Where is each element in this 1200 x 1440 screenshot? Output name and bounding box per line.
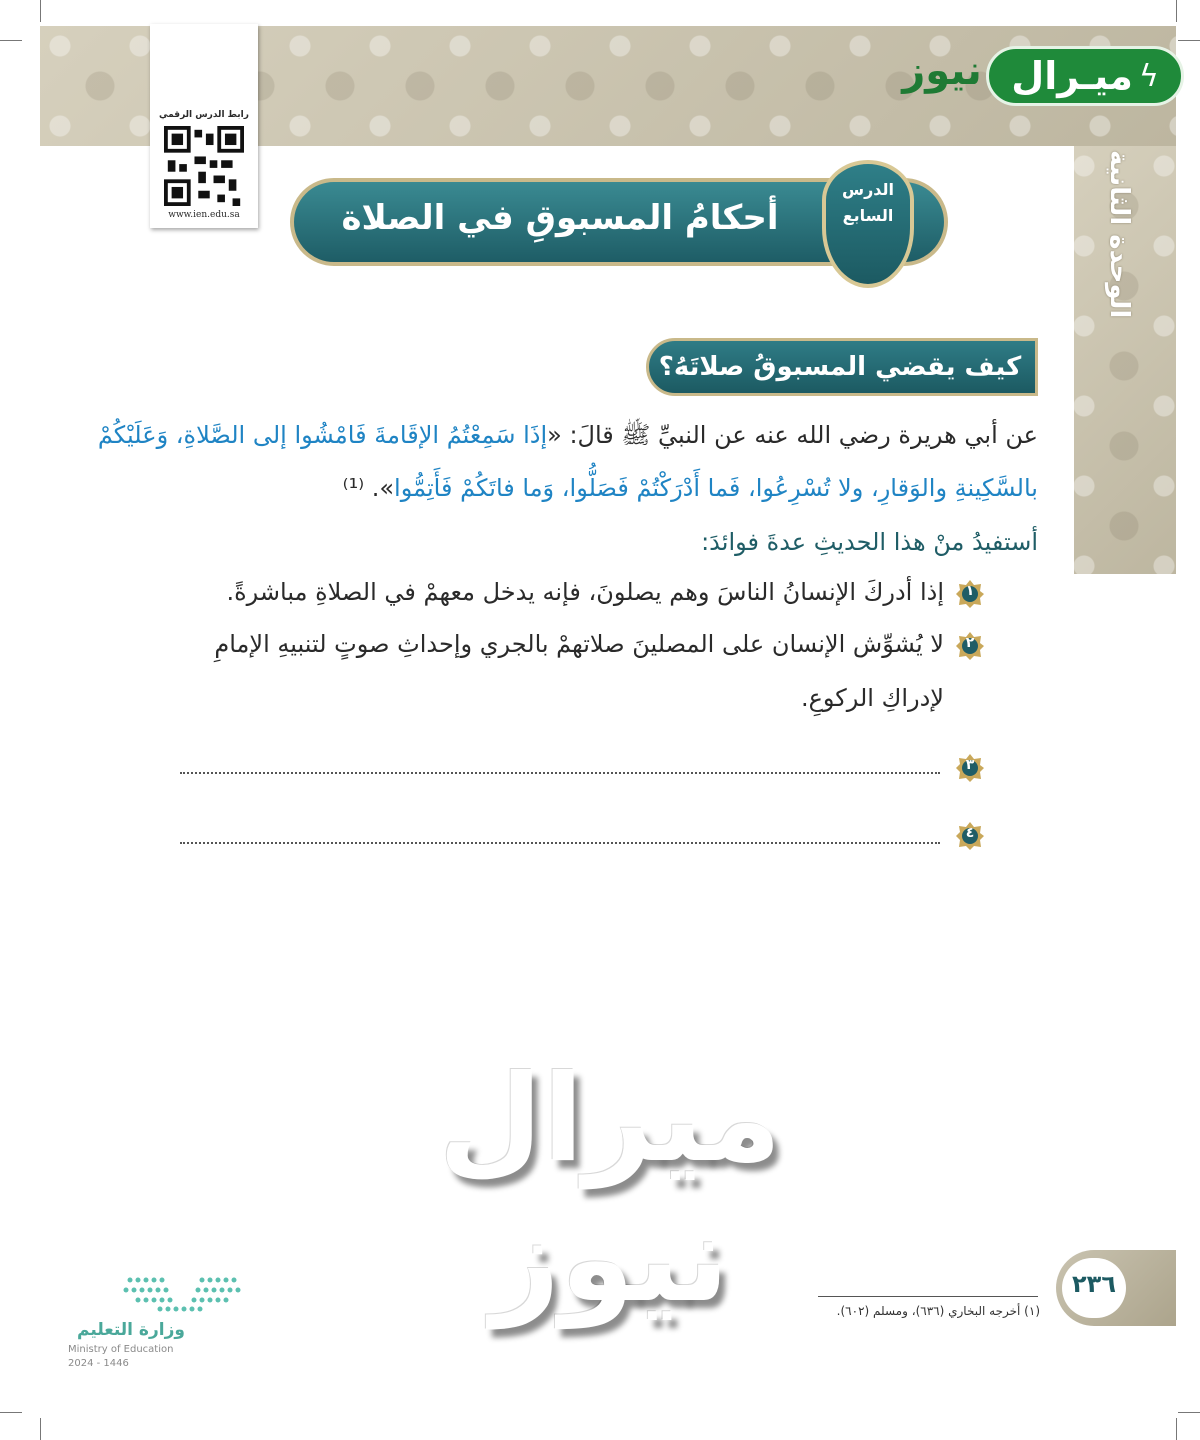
qr-card[interactable] <box>150 24 258 228</box>
number-1-icon: ١ <box>956 580 984 608</box>
number-2-icon: ٢ <box>956 632 984 660</box>
ministry-year: 2024 - 1446 <box>68 1358 129 1369</box>
lesson-badge-label: الدرس <box>841 180 895 199</box>
watermark: ميرال نيوز <box>438 1050 782 1329</box>
benefit-1-text: إذا أدركَ الإنسانُ الناسَ وهم يصلونَ، فإنه يدخل معهمْ في الصلاةِ مباشرةً. <box>226 578 944 606</box>
ministry-logo-icon <box>120 1274 244 1314</box>
ministry-name-en: Ministry of Education <box>68 1344 174 1355</box>
brand-name-secondary: نيوز <box>902 48 982 94</box>
page-number: ٢٣٦ <box>1072 1270 1116 1298</box>
hadith-line-1 <box>97 420 1038 455</box>
brand-pill <box>986 46 1184 106</box>
benefit-2-text: لا يُشوِّش الإنسان على المصلينَ صلاتهمْ بالجري وإحداثِ صوتٍ لتنبيهِ الإمامِ <box>214 630 944 658</box>
footnote-rule <box>818 1296 1038 1297</box>
crop-mark <box>0 1412 22 1413</box>
crop-mark <box>1176 0 1177 22</box>
crop-mark <box>40 0 41 22</box>
benefit-3-answer-line[interactable] <box>180 772 940 774</box>
crop-mark <box>40 1418 41 1440</box>
unit-label: الوحدة الثانية <box>1104 150 1134 319</box>
qr-code-icon[interactable] <box>164 126 244 206</box>
lesson-badge-number: السابع <box>842 206 894 225</box>
hadith-intro: عن أبي هريرة رضي الله عنه عن النبيِّ ﷺ قالَ: « <box>547 421 1038 449</box>
side-band-edge <box>1064 146 1074 574</box>
qr-url[interactable]: www.ien.edu.sa <box>168 210 240 220</box>
hadith-end: ». ⁽¹⁾ <box>342 474 395 502</box>
hadith-quote-2: بالسَّكِينةِ والوَقارِ، ولا تُسْرِعُوا، فَما أَدْرَكْتُمْ فَصَلُّوا، وَما فاتَكُمْ فَأَتِمُّوا <box>394 474 1038 502</box>
crop-mark <box>0 40 22 41</box>
benefit-4-answer-line[interactable] <box>180 842 940 844</box>
number-3-icon: ٣ <box>956 754 984 782</box>
brand-logo <box>896 46 1186 108</box>
number-4-icon: ٤ <box>956 822 984 850</box>
lesson-title: أحكامُ المسبوقِ في الصلاة <box>341 198 779 238</box>
crop-mark <box>1178 40 1200 41</box>
crop-mark <box>1176 1418 1177 1440</box>
qr-title: رابط الدرس الرقمي <box>159 110 249 120</box>
brand-name: ميـرال <box>1011 54 1133 98</box>
benefit-2-text-cont: لإدراكِ الركوعِ. <box>800 684 944 712</box>
crop-mark <box>1178 1412 1200 1413</box>
bolt-icon: ϟ <box>1138 58 1159 94</box>
hadith-quote-1: إذَا سَمِعْتُمُ الإقَامةَ فَامْشُوا إلى الصَّلاةِ، وَعَلَيْكُمْ <box>97 421 548 449</box>
benefits-intro: أستفيدُ منْ هذا الحديثِ عدةَ فوائدَ: <box>701 528 1038 556</box>
footnote: (١) أخرجه البخاري (٦٣٦)، ومسلم (٦٠٢). <box>836 1304 1040 1318</box>
ministry-name-ar: وزارة التعليم <box>77 1320 185 1340</box>
hadith-line-2 <box>138 474 1038 502</box>
section-heading: كيف يقضي المسبوقُ صلاتَهُ؟ <box>658 352 1022 382</box>
